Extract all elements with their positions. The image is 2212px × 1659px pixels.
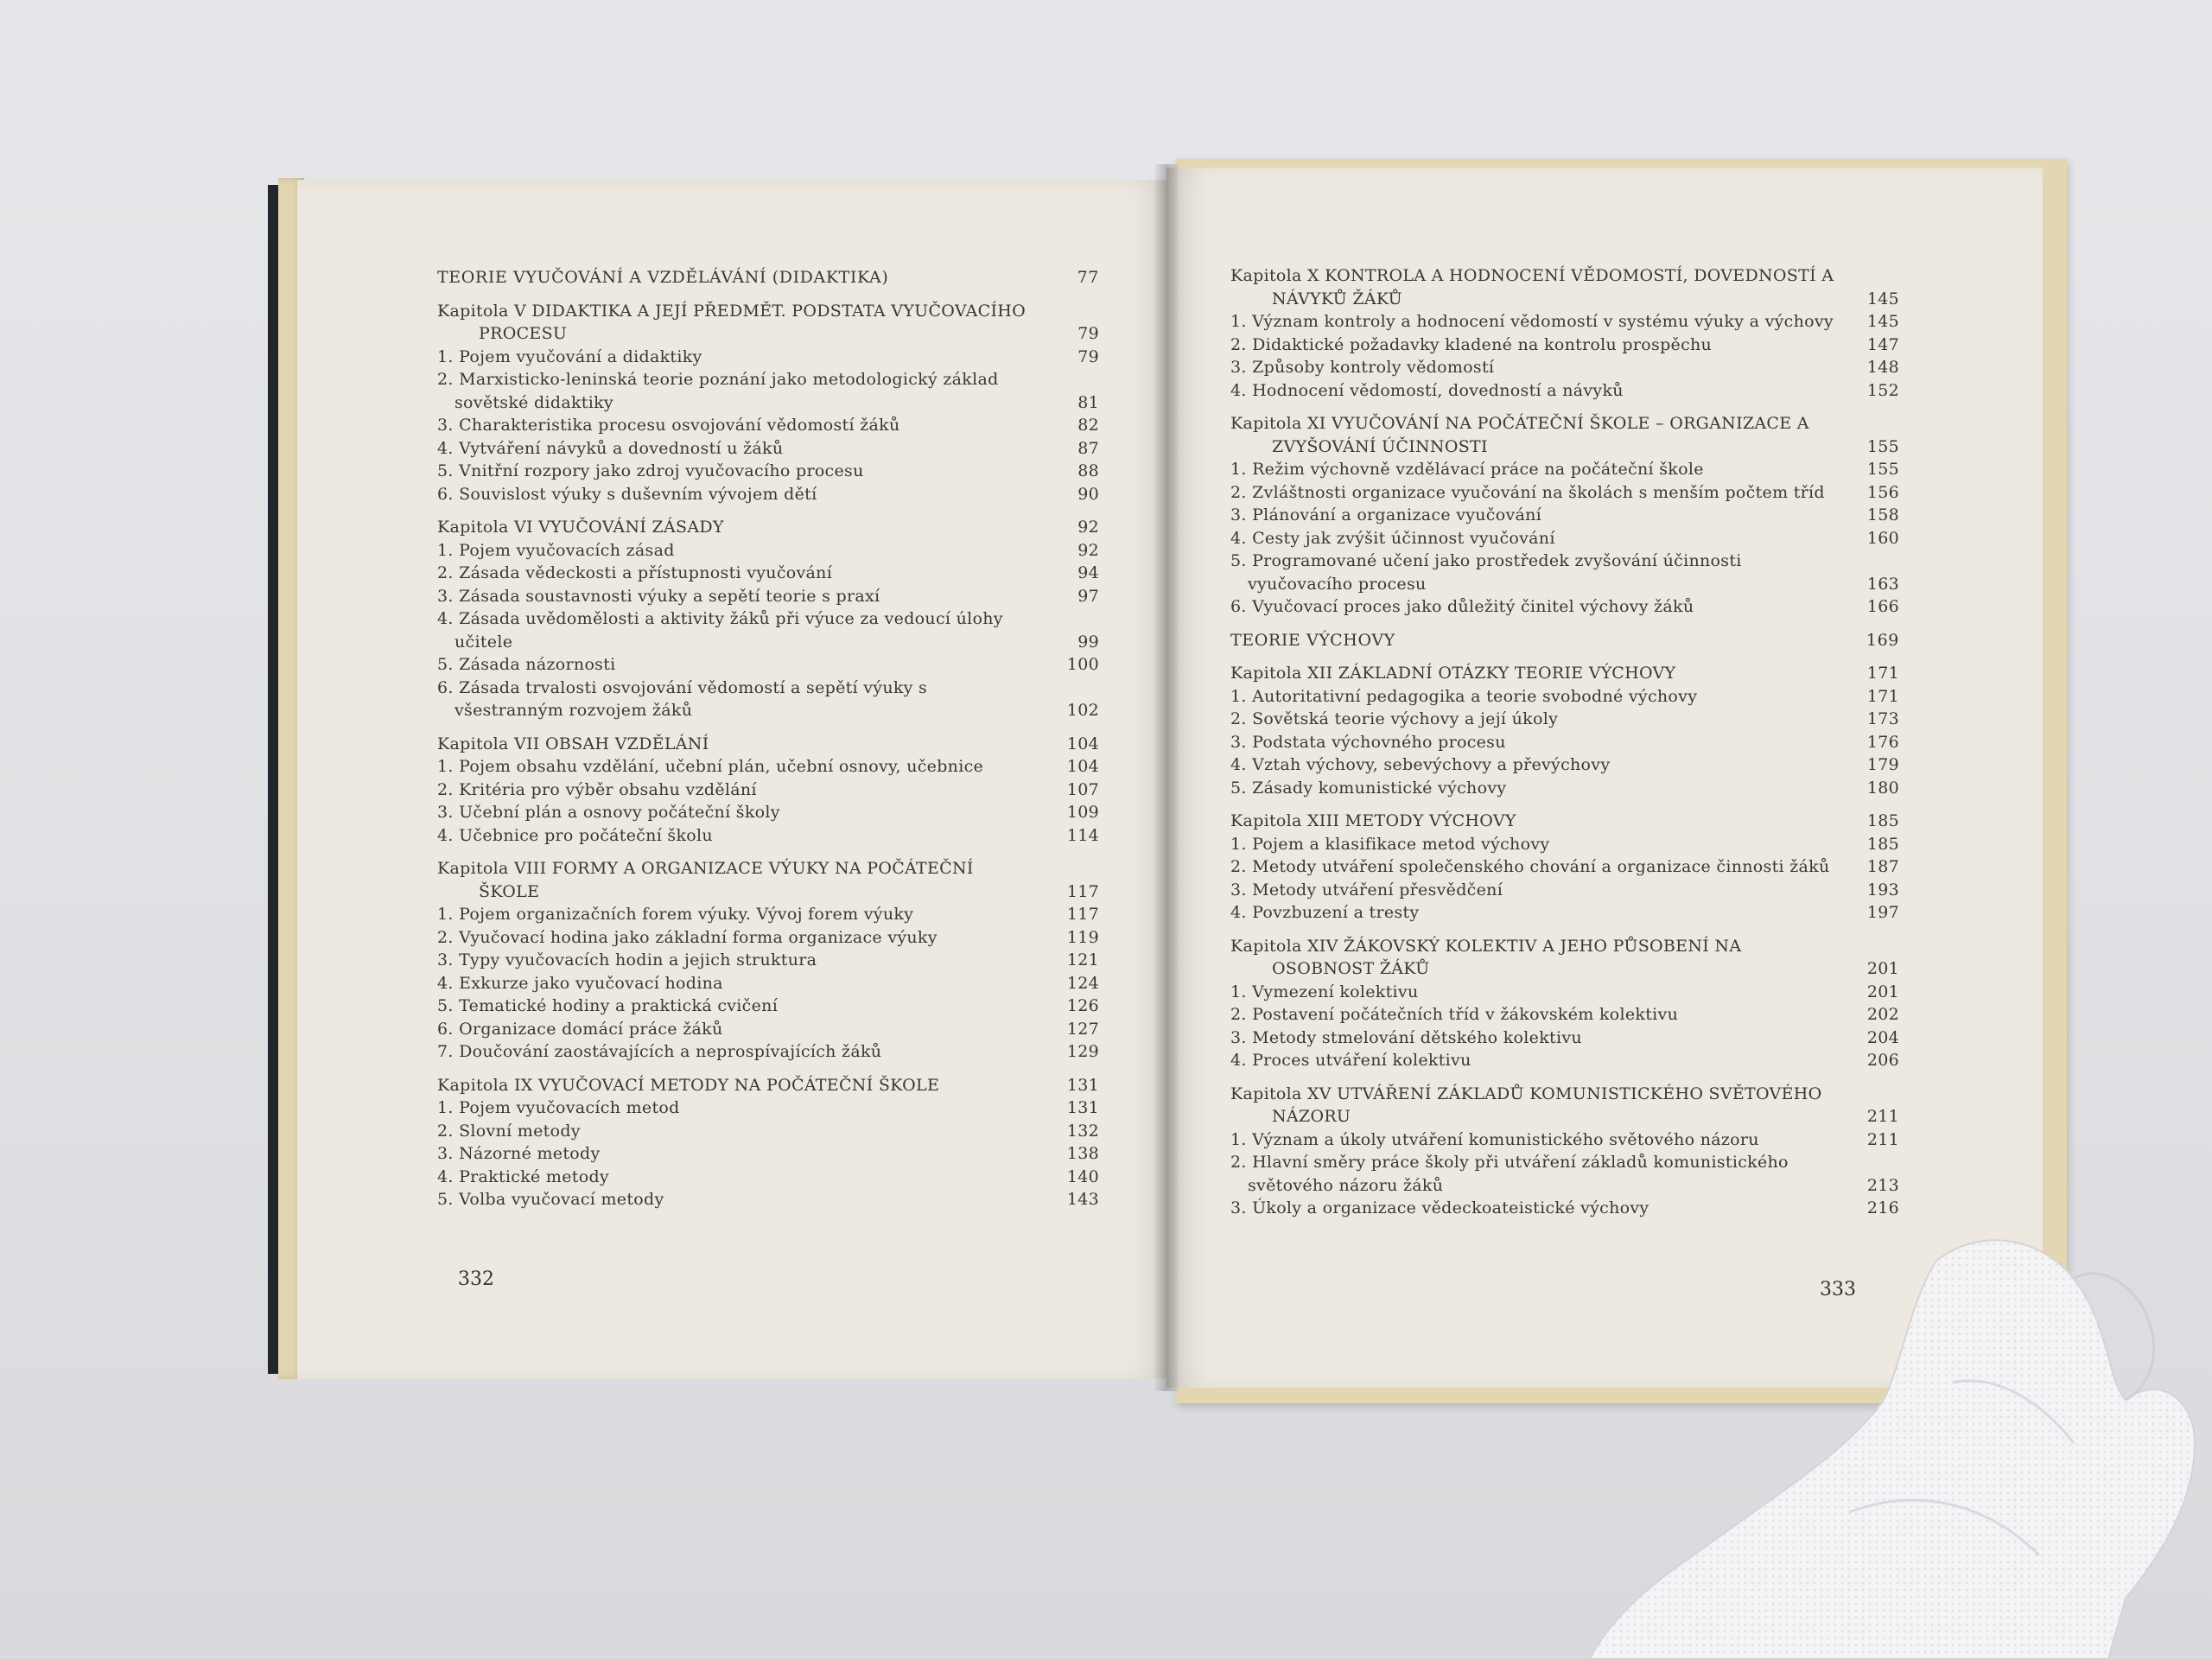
toc-entry-title: Kapitola VI VYUČOVÁNÍ ZÁSADY — [437, 518, 724, 537]
toc-entry-title: 4. Proces utváření kolektivu — [1230, 1051, 1471, 1070]
toc-entry-title: Kapitola XIII METODY VÝCHOVY — [1230, 811, 1516, 830]
toc-subentry — [437, 585, 1099, 608]
toc-chapter-heading — [437, 1074, 1099, 1097]
toc-subentry — [437, 562, 1099, 585]
toc-subentry — [437, 972, 1099, 995]
toc-entry-title: 2. Sovětská teorie výchovy a její úkoly — [1230, 709, 1559, 728]
toc-subentry — [1230, 981, 1899, 1004]
toc-entry-title: 5. Tematické hodiny a praktická cvičení — [437, 996, 779, 1015]
toc-entry-page: 185 — [1866, 834, 1899, 854]
toc-chapter-heading — [1230, 264, 1899, 310]
toc-chapter-heading — [437, 516, 1099, 539]
toc-entry-title: 7. Doučování zaostávajících a neprospívajících žáků — [437, 1042, 882, 1061]
toc-entry-page: 145 — [1866, 289, 1899, 308]
toc-entry-title: 1. Význam a úkoly utváření komunistického světového názoru — [1230, 1129, 1759, 1149]
toc-entry-page: 104 — [1066, 734, 1099, 753]
left-table-of-contents — [437, 256, 1099, 1211]
toc-entry-title: Kapitola IX VYUČOVACÍ METODY NA POČÁTEČNÍ ŠKOLE — [437, 1075, 940, 1095]
toc-entry-title: Kapitola V DIDAKTIKA A JEJÍ PŘEDMĚT. PODSTATA VYUČOVACÍHO PROCESU — [437, 301, 1026, 343]
toc-entry-title: 5. Programované učení jako prostředek zvyšování účinnosti vyučovacího procesu — [1230, 551, 1742, 594]
toc-entry-title: 1. Pojem obsahu vzdělání, učební plán, učební osnovy, učebnice — [437, 757, 984, 776]
toc-entry-page: 145 — [1866, 312, 1899, 331]
toc-entry-title: 3. Charakteristika procesu osvojování vědomostí žáků — [437, 416, 900, 435]
toc-chapter-heading — [1230, 412, 1899, 458]
toc-subentry — [437, 607, 1099, 653]
toc-entry-title: 3. Učební plán a osnovy počáteční školy — [437, 803, 780, 822]
toc-subentry — [437, 755, 1099, 779]
toc-entry-page: 211 — [1866, 1107, 1899, 1126]
toc-subentry — [437, 926, 1099, 950]
toc-entry-page: 121 — [1066, 950, 1099, 969]
toc-entry-title: 6. Souvislost výuky s duševním vývojem dětí — [437, 484, 817, 504]
right-table-of-contents — [1230, 254, 1899, 1220]
toc-entry-page: 216 — [1866, 1198, 1899, 1217]
toc-chapter-heading — [437, 857, 1099, 903]
toc-entry-page: 100 — [1066, 655, 1099, 674]
toc-entry-page: 173 — [1866, 709, 1899, 728]
toc-entry-title: Kapitola VII OBSAH VZDĚLÁNÍ — [437, 734, 709, 753]
toc-subentry — [1230, 1027, 1899, 1050]
toc-subentry — [437, 460, 1099, 483]
right-page — [1166, 168, 2043, 1388]
toc-entry-page: 202 — [1866, 1005, 1899, 1024]
toc-entry-title: 1. Autoritativní pedagogika a teorie svobodné výchovy — [1230, 686, 1698, 706]
toc-entry-page: 179 — [1866, 755, 1899, 774]
book-gutter — [1154, 164, 1179, 1391]
toc-entry-title: TEORIE VÝCHOVY — [1230, 630, 1395, 650]
toc-chapter-heading — [1230, 1083, 1899, 1128]
toc-entry-page: 117 — [1066, 881, 1099, 901]
toc-entry-page: 180 — [1866, 778, 1899, 798]
toc-entry-page: 132 — [1066, 1121, 1099, 1141]
left-page-number: 332 — [458, 1268, 494, 1290]
toc-entry-title: 2. Vyučovací hodina jako základní forma organizace výuky — [437, 927, 938, 947]
toc-entry-title: 3. Názorné metody — [437, 1144, 601, 1163]
toc-subentry — [1230, 310, 1899, 334]
toc-subentry — [1230, 879, 1899, 902]
toc-entry-title: 3. Podstata výchovného procesu — [1230, 732, 1506, 752]
toc-entry-page: 171 — [1866, 686, 1899, 706]
toc-entry-title: 3. Metody stmelování dětského kolektivu — [1230, 1027, 1582, 1047]
toc-subentry — [437, 1018, 1099, 1041]
toc-entry-page: 126 — [1066, 996, 1099, 1015]
toc-entry-page: 79 — [1077, 346, 1099, 366]
toc-entry-page: 129 — [1066, 1042, 1099, 1061]
toc-subentry — [1230, 1197, 1899, 1220]
toc-entry-page: 97 — [1077, 586, 1099, 606]
toc-entry-title: Kapitola XIV ŽÁKOVSKÝ KOLEKTIV A JEHO PŮSOBENÍ NA OSOBNOST ŽÁKŮ — [1230, 936, 1742, 978]
toc-subentry — [437, 483, 1099, 506]
toc-entry-title: 3. Metody utváření přesvědčení — [1230, 880, 1503, 899]
toc-entry-page: 155 — [1866, 436, 1899, 456]
toc-entry-page: 114 — [1066, 825, 1099, 845]
toc-subentry — [437, 437, 1099, 461]
toc-entry-title: 4. Hodnocení vědomostí, dovedností a návyků — [1230, 380, 1624, 400]
toc-entry-title: 3. Zásada soustavnosti výuky a sepětí teorie s praxí — [437, 586, 880, 606]
toc-entry-page: 107 — [1066, 779, 1099, 799]
toc-entry-title: 4. Praktické metody — [437, 1166, 609, 1186]
toc-entry-title: 1. Pojem vyučovacích metod — [437, 1098, 680, 1117]
toc-entry-title: 2. Didaktické požadavky kladené na kontrolu prospěchu — [1230, 334, 1713, 354]
toc-subentry — [437, 903, 1099, 926]
toc-entry-title: 1. Režim výchovně vzdělávací práce na počáteční škole — [1230, 460, 1704, 479]
toc-entry-page: 201 — [1866, 982, 1899, 1001]
toc-subentry — [437, 539, 1099, 563]
toc-entry-page: 176 — [1866, 732, 1899, 752]
toc-entry-title: 4. Vztah výchovy, sebevýchovy a převýchovy — [1230, 755, 1611, 774]
toc-entry-page: 99 — [1077, 632, 1099, 652]
toc-subentry — [437, 368, 1099, 414]
toc-subentry — [1230, 356, 1899, 379]
toc-entry-title: 4. Exkurze jako vyučovací hodina — [437, 973, 723, 993]
toc-subentry — [1230, 458, 1899, 481]
white-glove-hand — [1590, 1227, 2212, 1659]
toc-entry-title: 1. Pojem vyučovacích zásad — [437, 540, 675, 560]
toc-entry-page: 119 — [1066, 927, 1099, 947]
toc-subentry — [1230, 901, 1899, 925]
toc-entry-title: 6. Vyučovací proces jako důležitý činitel výchovy žáků — [1230, 597, 1694, 616]
toc-subentry — [1230, 685, 1899, 709]
toc-subentry — [437, 1166, 1099, 1189]
toc-part-heading — [1230, 629, 1899, 652]
toc-entry-title: Kapitola X KONTROLA A HODNOCENÍ VĚDOMOSTÍ, DOVEDNOSTÍ A NÁVYKŮ ŽÁKŮ — [1230, 266, 1834, 308]
toc-subentry — [437, 1188, 1099, 1211]
toc-entry-title: 2. Marxisticko-leninská teorie poznání jako metodologický základ sovětské didaktiky — [437, 370, 999, 412]
toc-entry-page: 131 — [1066, 1075, 1099, 1095]
toc-entry-title: 2. Kritéria pro výběr obsahu vzdělání — [437, 779, 757, 799]
toc-entry-title: Kapitola XII ZÁKLADNÍ OTÁZKY TEORIE VÝCHOVY — [1230, 664, 1676, 683]
toc-entry-page: 197 — [1866, 903, 1899, 922]
toc-chapter-heading — [1230, 935, 1899, 981]
toc-entry-title: 4. Cesty jak zvýšit účinnost vyučování — [1230, 528, 1555, 548]
toc-entry-title: 2. Zvláštnosti organizace vyučování na školách s menším počtem tříd — [1230, 482, 1825, 502]
toc-subentry — [1230, 833, 1899, 856]
toc-entry-page: 102 — [1066, 701, 1099, 720]
right-page-number: 333 — [1820, 1279, 1856, 1300]
toc-chapter-heading — [437, 733, 1099, 756]
toc-entry-page: 152 — [1866, 380, 1899, 400]
toc-entry-page: 148 — [1866, 358, 1899, 377]
toc-entry-page: 193 — [1866, 880, 1899, 899]
toc-entry-title: 2. Slovní metody — [437, 1121, 581, 1141]
toc-entry-title: 6. Organizace domácí práce žáků — [437, 1019, 723, 1039]
toc-entry-page: 169 — [1866, 630, 1899, 650]
toc-entry-title: Kapitola XI VYUČOVÁNÍ NA POČÁTEČNÍ ŠKOLE – ORGANIZACE A ZVYŠOVÁNÍ ÚČINNOSTI — [1230, 414, 1809, 456]
toc-entry-page: 81 — [1077, 392, 1099, 412]
toc-entry-page: 155 — [1866, 460, 1899, 479]
toc-chapter-heading — [1230, 662, 1899, 685]
toc-subentry — [1230, 1003, 1899, 1027]
toc-subentry — [437, 995, 1099, 1018]
toc-entry-page: 140 — [1066, 1166, 1099, 1186]
toc-entry-page: 131 — [1066, 1098, 1099, 1117]
toc-subentry — [437, 801, 1099, 824]
toc-entry-title: 2. Hlavní směry práce školy při utváření základů komunistického světového názoru žáků — [1230, 1153, 1789, 1195]
toc-subentry — [1230, 379, 1899, 403]
toc-part-heading — [437, 266, 1099, 289]
toc-entry-page: 79 — [1077, 324, 1099, 343]
toc-entry-title: 1. Význam kontroly a hodnocení vědomostí v systému výuky a výchovy — [1230, 312, 1834, 331]
toc-subentry — [437, 414, 1099, 437]
toc-entry-page: 124 — [1066, 973, 1099, 993]
toc-entry-title: 4. Vytváření návyků a dovedností u žáků — [437, 438, 784, 458]
toc-entry-page: 166 — [1866, 597, 1899, 616]
toc-subentry — [1230, 334, 1899, 357]
toc-entry-page: 163 — [1866, 574, 1899, 594]
toc-subentry — [1230, 753, 1899, 777]
toc-entry-page: 213 — [1866, 1175, 1899, 1195]
toc-entry-title: 4. Učebnice pro počáteční školu — [437, 825, 713, 845]
toc-entry-page: 82 — [1077, 416, 1099, 435]
toc-entry-title: 3. Způsoby kontroly vědomostí — [1230, 358, 1495, 377]
toc-subentry — [1230, 1151, 1899, 1197]
toc-subentry — [437, 779, 1099, 802]
toc-entry-title: 3. Typy vyučovacích hodin a jejich struktura — [437, 950, 817, 969]
toc-entry-title: 5. Vnitřní rozpory jako zdroj vyučovacího procesu — [437, 461, 864, 480]
toc-subentry — [437, 949, 1099, 972]
toc-entry-title: 4. Zásada uvědomělosti a aktivity žáků při výuce za vedoucí úlohy učitele — [437, 609, 1003, 652]
toc-entry-page: 117 — [1066, 905, 1099, 924]
toc-entry-title: 5. Zásady komunistické výchovy — [1230, 778, 1507, 798]
toc-entry-page: 158 — [1866, 505, 1899, 524]
toc-entry-page: 171 — [1866, 664, 1899, 683]
toc-entry-page: 143 — [1066, 1190, 1099, 1209]
toc-subentry — [1230, 481, 1899, 505]
toc-subentry — [437, 1120, 1099, 1143]
toc-entry-page: 147 — [1866, 334, 1899, 354]
toc-entry-title: 1. Pojem organizačních forem výuky. Vývoj forem výuky — [437, 905, 914, 924]
toc-entry-title: 2. Metody utváření společenského chování a organizace činnosti žáků — [1230, 857, 1830, 876]
toc-entry-page: 88 — [1077, 461, 1099, 480]
toc-entry-title: 5. Volba vyučovací metody — [437, 1190, 664, 1209]
toc-entry-title: Kapitola XV UTVÁŘENÍ ZÁKLADŮ KOMUNISTICKÉHO SVĚTOVÉHO NÁZORU — [1230, 1084, 1822, 1126]
toc-entry-page: 206 — [1866, 1051, 1899, 1070]
toc-entry-page: 156 — [1866, 482, 1899, 502]
toc-entry-page: 87 — [1077, 438, 1099, 458]
toc-entry-title: TEORIE VYUČOVÁNÍ A VZDĚLÁVÁNÍ (DIDAKTIKA) — [437, 268, 889, 287]
toc-subentry — [1230, 777, 1899, 800]
toc-entry-page: 92 — [1077, 518, 1099, 537]
toc-subentry — [1230, 855, 1899, 879]
toc-subentry — [1230, 550, 1899, 595]
toc-entry-page: 104 — [1066, 757, 1099, 776]
toc-subentry — [1230, 595, 1899, 619]
toc-entry-page: 109 — [1066, 803, 1099, 822]
toc-chapter-heading — [437, 300, 1099, 346]
toc-entry-page: 201 — [1866, 959, 1899, 978]
toc-entry-page: 138 — [1066, 1144, 1099, 1163]
toc-entry-title: 5. Zásada názornosti — [437, 655, 616, 674]
toc-entry-title: 4. Povzbuzení a tresty — [1230, 903, 1420, 922]
toc-entry-page: 160 — [1866, 528, 1899, 548]
toc-entry-title: Kapitola VIII FORMY A ORGANIZACE VÝUKY NA POČÁTEČNÍ ŠKOLE — [437, 859, 974, 901]
toc-chapter-heading — [1230, 810, 1899, 833]
toc-subentry — [1230, 527, 1899, 550]
left-page — [297, 180, 1170, 1379]
toc-subentry — [437, 1142, 1099, 1166]
toc-subentry — [1230, 1128, 1899, 1152]
toc-subentry — [437, 1040, 1099, 1064]
toc-entry-title: 1. Pojem vyučování a didaktiky — [437, 346, 702, 366]
toc-entry-page: 92 — [1077, 540, 1099, 560]
toc-subentry — [437, 653, 1099, 677]
toc-subentry — [1230, 1049, 1899, 1072]
toc-entry-title: 3. Úkoly a organizace vědeckoateistické výchovy — [1230, 1198, 1649, 1217]
toc-entry-page: 77 — [1077, 268, 1099, 287]
toc-entry-title: 3. Plánování a organizace vyučování — [1230, 505, 1542, 524]
toc-entry-page: 127 — [1066, 1019, 1099, 1039]
toc-entry-title: 1. Pojem a klasifikace metod výchovy — [1230, 834, 1550, 854]
toc-subentry — [437, 1096, 1099, 1120]
toc-subentry — [437, 677, 1099, 722]
toc-subentry — [1230, 731, 1899, 754]
toc-subentry — [1230, 708, 1899, 731]
toc-subentry — [1230, 504, 1899, 527]
toc-entry-title: 6. Zásada trvalosti osvojování vědomostí a sepětí výuky s všestranným rozvojem žáků — [437, 677, 928, 720]
toc-entry-page: 94 — [1077, 563, 1099, 582]
toc-entry-title: 2. Postavení počátečních tříd v žákovském kolektivu — [1230, 1005, 1679, 1024]
toc-entry-page: 185 — [1866, 811, 1899, 830]
toc-entry-page: 90 — [1077, 484, 1099, 504]
toc-subentry — [437, 824, 1099, 848]
toc-entry-title: 1. Vymezení kolektivu — [1230, 982, 1419, 1001]
toc-entry-title: 2. Zásada vědeckosti a přístupnosti vyučování — [437, 563, 833, 582]
toc-subentry — [437, 346, 1099, 369]
toc-entry-page: 211 — [1866, 1129, 1899, 1149]
toc-entry-page: 187 — [1866, 857, 1899, 876]
toc-entry-page: 204 — [1866, 1027, 1899, 1047]
